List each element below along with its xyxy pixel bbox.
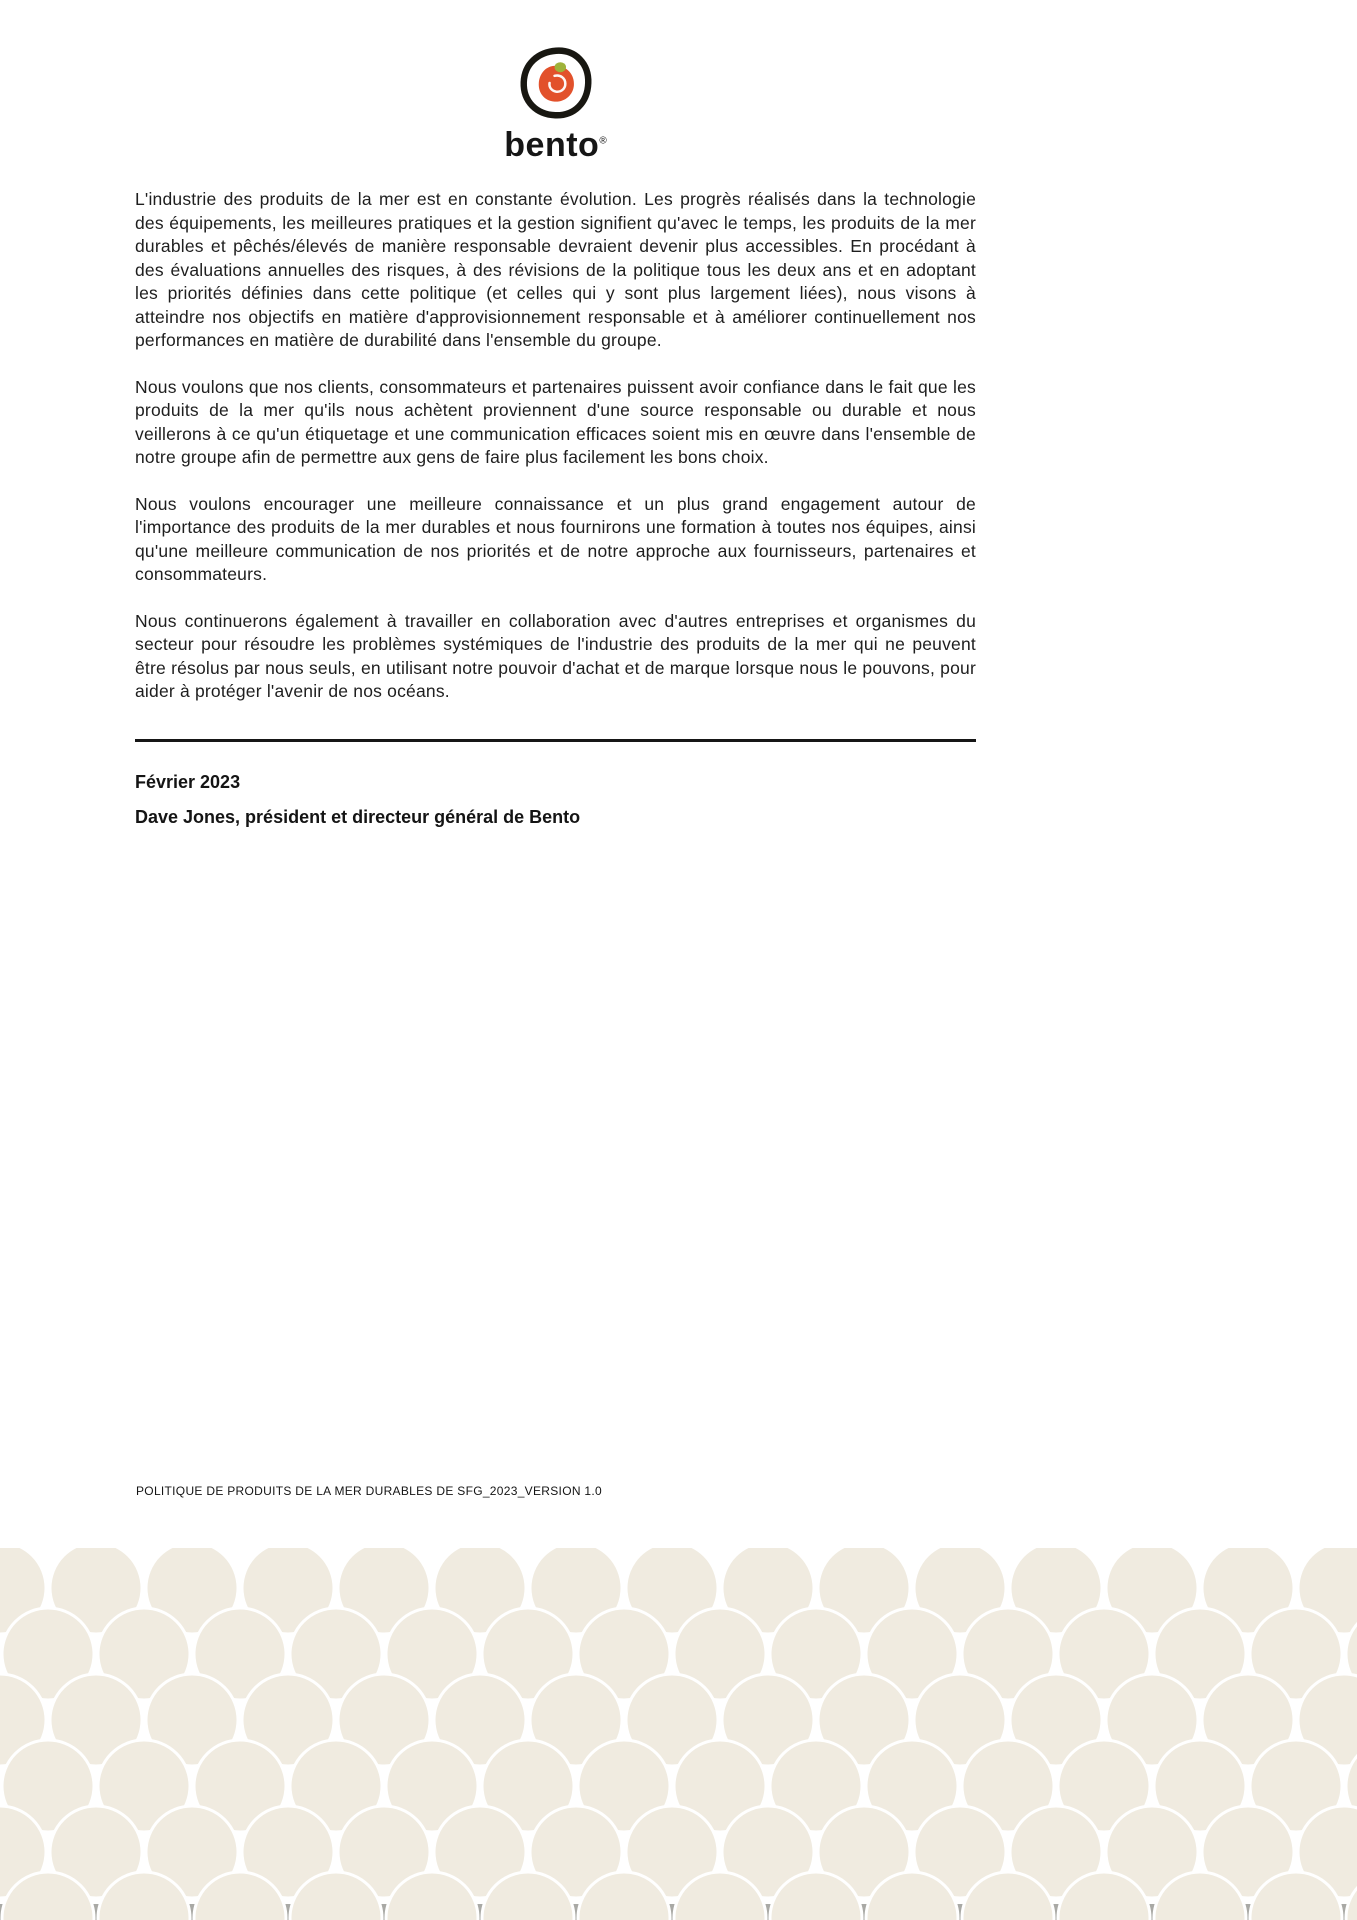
bottom-border-decoration [0, 1548, 1357, 1920]
paragraph-3: Nous voulons encourager une meilleure connaissance et un plus grand engagement autour de l'importance des produits de la mer durables et nous fournirons une formation à toutes nos équipes, ainsi qu'une meilleure communication de nos priorités et de notre approche aux fournisseurs, partenaires et consommateurs. [135, 493, 976, 584]
paragraph-2: Nous voulons que nos clients, consommateurs et partenaires puissent avoir confiance dans le fait que les produits de la mer qu'ils nous achètent proviennent d'une source responsable ou durable et nous veillerons à ce qu'un étiquetage et une communication efficaces soient mis en œuvre dans l'ensemble de notre groupe afin de permettre aux gens de faire plus facilement les bons choix. [135, 376, 976, 467]
date-line: Février 2023 [135, 772, 241, 792]
bento-logo-icon [513, 40, 599, 126]
brand-logo [135, 40, 976, 162]
brand-wordmark [504, 128, 606, 162]
logo-leaf [554, 62, 565, 72]
content-area [135, 40, 976, 727]
horizontal-divider [135, 739, 976, 742]
footer-text: POLITIQUE DE PRODUITS DE LA MER DURABLES DE SFG_2023_VERSION 1.0 [136, 1484, 603, 1498]
signature-line: Dave Jones, président et directeur général de Bento [135, 807, 581, 827]
brand-name: bento [504, 126, 600, 164]
signature-block [135, 772, 580, 828]
logo-blob [538, 66, 573, 102]
circle-pattern [0, 1548, 1357, 1920]
body-text [135, 188, 976, 704]
trademark-symbol: ® [599, 135, 607, 147]
paragraph-1: L'industrie des produits de la mer est en constante évolution. Les progrès réalisés dans la technologie des équipements, les meilleures pratiques et la gestion signifient qu'avec le temps, les produits de la mer durables et pêchés/élevés de manière responsable devraient devenir plus accessibles. En procédant à des évaluations annuelles des risques, à des révisions de la politique tous les deux ans et en adoptant les priorités définies dans cette politique (et celles qui y sont plus largement liées), nous visons à atteindre nos objectifs en matière d'approvisionnement responsable et à améliorer continuellement nos performances en matière de durabilité dans l'ensemble du groupe. [135, 189, 976, 350]
paragraph-4: Nous continuerons également à travailler en collaboration avec d'autres entreprises et organismes du secteur pour résoudre les problèmes systémiques de l'industrie des produits de la mer qui ne peuvent être résolus par nous seuls, en utilisant notre pouvoir d'achat et de marque lorsque nous le pouvons, pour aider à protéger l'avenir de nos océans. [135, 610, 976, 701]
